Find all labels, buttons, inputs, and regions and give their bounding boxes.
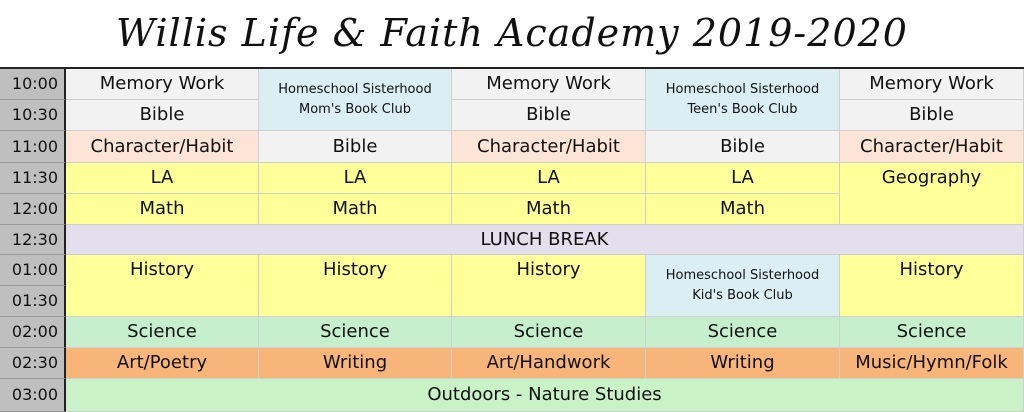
schedule-cell: Bible [646, 131, 840, 163]
schedule-cell: LA [259, 163, 452, 194]
time-label: 01:30 [0, 286, 66, 317]
schedule-cell: LA [646, 163, 840, 194]
schedule-cell-book-club [259, 69, 452, 131]
book-club-org: Homeschool Sisterhood [278, 82, 432, 97]
outdoors-cell: Outdoors - Nature Studies [66, 379, 1024, 412]
book-club-org: Homeschool Sisterhood [665, 268, 820, 283]
schedule-cell: Science [452, 317, 646, 348]
schedule-cell: Character/Habit [66, 131, 259, 163]
book-club-name: Teen's Book Club [687, 101, 798, 117]
schedule-cell: Geography [840, 163, 1024, 225]
schedule-cell: History [66, 255, 259, 317]
schedule-cell: History [259, 255, 452, 317]
book-club-name: Kid's Book Club [692, 287, 793, 303]
book-club-org: Homeschool Sisterhood [665, 82, 820, 97]
schedule-cell: Memory Work [452, 69, 646, 100]
page-title: Willis Life & Faith Academy 2019-2020 [116, 11, 908, 55]
time-label: 12:00 [0, 194, 66, 225]
time-label: 10:00 [0, 69, 66, 100]
schedule-cell: Science [646, 317, 840, 348]
schedule-cell: Bible [452, 100, 646, 131]
schedule-cell: Character/Habit [452, 131, 646, 163]
schedule-cell: Bible [259, 131, 452, 163]
schedule-cell: Writing [259, 348, 452, 379]
schedule-cell: Art/Handwork [452, 348, 646, 379]
time-label: 02:00 [0, 317, 66, 348]
schedule-cell: LA [452, 163, 646, 194]
schedule-cell: History [840, 255, 1024, 317]
schedule-cell: Math [66, 194, 259, 225]
schedule-cell: Science [840, 317, 1024, 348]
schedule-cell: LA [66, 163, 259, 194]
time-label: 11:00 [0, 131, 66, 163]
schedule-cell-book-club [646, 255, 840, 317]
schedule-cell: Memory Work [66, 69, 259, 100]
time-label: 10:30 [0, 100, 66, 131]
schedule-cell: Music/Hymn/Folk [840, 348, 1024, 379]
lunch-break-cell: LUNCH BREAK [66, 225, 1024, 255]
schedule-cell: Bible [840, 100, 1024, 131]
schedule-cell: Math [646, 194, 840, 225]
schedule-cell: Bible [66, 100, 259, 131]
schedule-cell: Science [259, 317, 452, 348]
schedule-cell: Character/Habit [840, 131, 1024, 163]
time-label: 02:30 [0, 348, 66, 379]
time-label: 03:00 [0, 379, 66, 412]
schedule-cell: Math [259, 194, 452, 225]
schedule-cell: Memory Work [840, 69, 1024, 100]
schedule-cell: Writing [646, 348, 840, 379]
schedule-grid [0, 67, 1024, 405]
time-label: 11:30 [0, 163, 66, 194]
schedule-cell: Art/Poetry [66, 348, 259, 379]
schedule-cell: Math [452, 194, 646, 225]
schedule-cell: History [452, 255, 646, 317]
schedule-cell: Science [66, 317, 259, 348]
book-club-name: Mom's Book Club [299, 101, 411, 117]
time-label: 01:00 [0, 255, 66, 286]
time-label: 12:30 [0, 225, 66, 255]
schedule-cell-book-club [646, 69, 840, 131]
